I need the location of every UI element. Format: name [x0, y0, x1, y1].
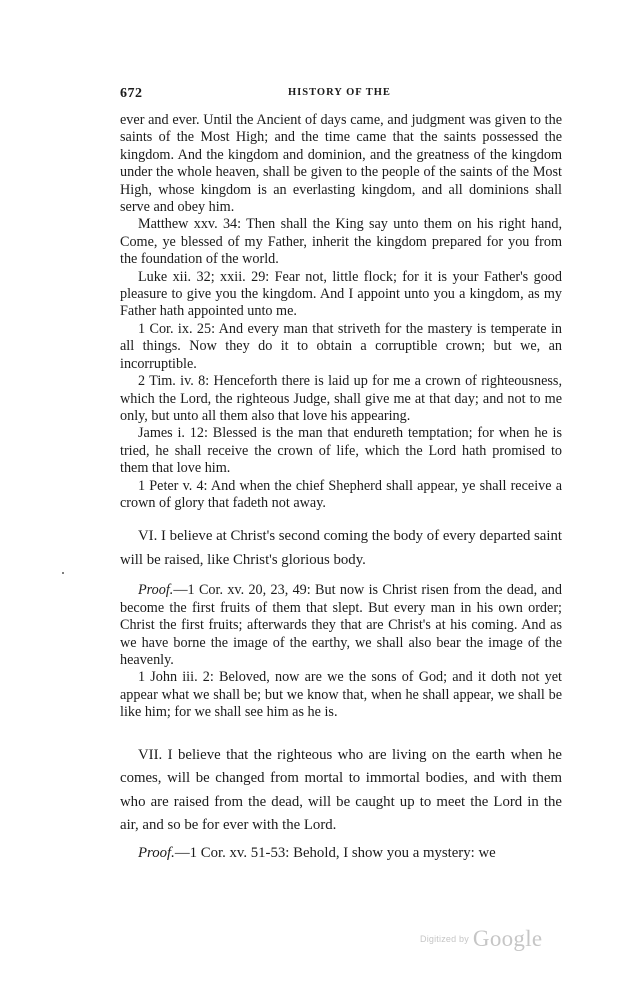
paragraph-2-timothy: 2 Tim. iv. 8: Henceforth there is laid up for me a crown of righteousness, which the Lord, the righteous Judge, shall give me at that day; and not to me only, but unto all them also that love his appearing. — [120, 373, 562, 424]
article-vi: VI. I believe at Christ's second coming the body of every departed saint will be raised, like Christ's glorious body. — [120, 528, 562, 568]
stray-ink-mark — [62, 572, 64, 574]
paragraph-1-peter: 1 Peter v. 4: And when the chief Shepherd shall appear, ye shall receive a crown of glory that fadeth not away. — [120, 477, 562, 511]
page-header — [120, 86, 562, 106]
paragraph-luke: Luke xii. 32; xxii. 29: Fear not, little flock; for it is your Father's good pleasure to give you the kingdom. And I appoint unto you a kingdom, as my Father hath appointed unto me. — [120, 268, 562, 320]
running-head: HISTORY OF THE — [288, 87, 391, 98]
page-number: 672 — [120, 86, 143, 101]
paragraph-proof-vii — [120, 842, 562, 866]
paragraph-proof-vi — [120, 582, 562, 669]
watermark-caption: Digitized by — [420, 934, 469, 944]
paragraph-1-john: 1 John iii. 2: Beloved, now are we the sons of God; and it doth not yet appear what we shall be; but we know that, when he shall appear, we shall be like him; for we shall see him as he is. — [120, 669, 562, 721]
paragraph-1-corinthians-ix: 1 Cor. ix. 25: And every man that striveth for the mastery is temperate in all things. Now they do it to obtain a corruptible crown; but we, an incorruptible. — [120, 320, 562, 372]
body-text — [120, 112, 562, 865]
proof-text: —1 Cor. xv. 20, 23, 49: But now is Christ risen from the dead, and become the first fruits of them that slept. But every man in his own order; Christ the first fruits; afterwards they that are Christ's at his coming. And as we have borne the image of the earthy, we shall also bear the image of the heavenly. — [120, 582, 562, 668]
proof-label: Proof. — [138, 582, 174, 599]
google-logo: Google — [472, 926, 543, 951]
paragraph-james: James i. 12: Blessed is the man that endureth temptation; for when he is tried, he shall receive the crown of life, which the Lord hath promised to them that love him. — [120, 425, 562, 477]
paragraph-matthew: Matthew xxv. 34: Then shall the King say unto them on his right hand, Come, ye blessed of my Father, inherit the kingdom prepared for you from the foundation of the world. — [120, 216, 562, 268]
proof-label: Proof. — [138, 844, 175, 861]
article-vii: VII. I believe that the righteous who are living on the earth when he comes, will be changed from mortal to immortal bodies, and with them who are raised from the dead, will be caught up to meet the Lord in the air, and so be for ever with the Lord. — [120, 746, 562, 834]
digitized-by-google-watermark — [420, 926, 542, 952]
paragraph-daniel-continuation: ever and ever. Until the Ancient of days came, and judgment was given to the saints of the Most High; and the time came that the saints possessed the kingdom. And the kingdom and dominion, and the greatness of the kingdom under the whole heaven, shall be given to the people of the saints of the Most High, whose kingdom is an everlasting kingdom, and all dominions shall serve and obey him. — [120, 112, 562, 216]
proof-text: —1 Cor. xv. 51-53: Behold, I show you a mystery: we — [174, 844, 496, 861]
